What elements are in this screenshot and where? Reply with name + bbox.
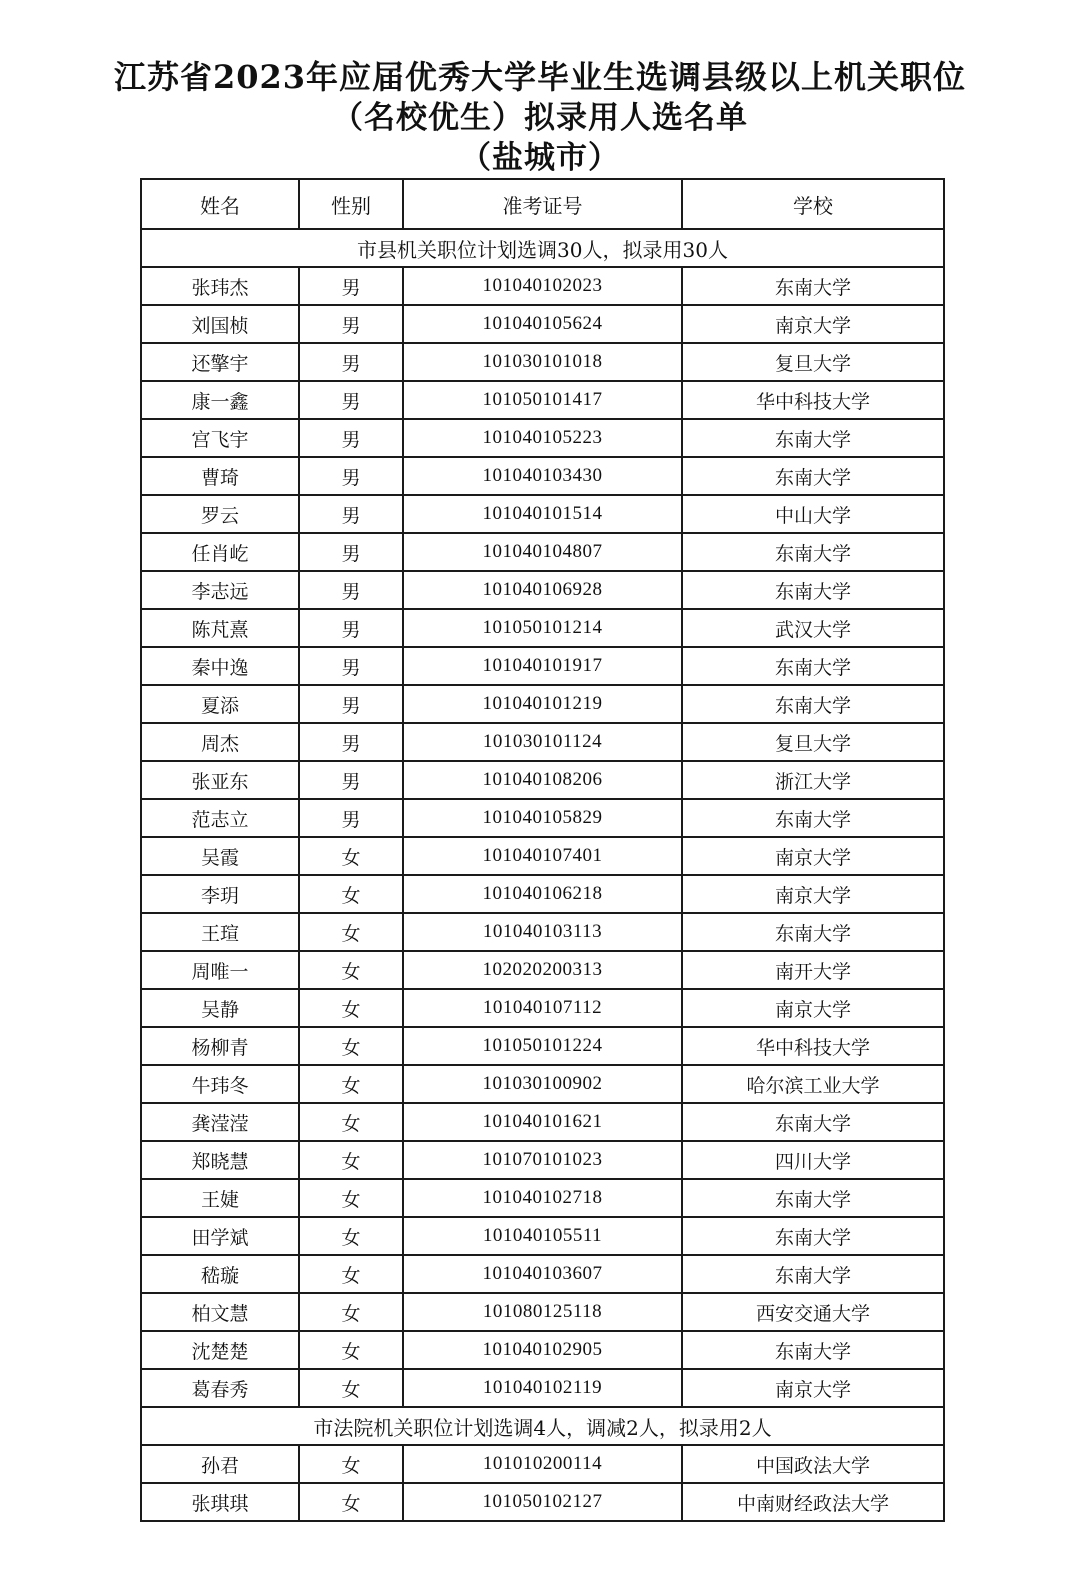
cell-gender: 女 bbox=[299, 1293, 403, 1331]
table-row bbox=[141, 875, 944, 913]
cell-gender: 男 bbox=[299, 305, 403, 343]
cell-name: 牛玮冬 bbox=[141, 1065, 299, 1103]
table-row bbox=[141, 989, 944, 1027]
cell-exam-id: 101030101018 bbox=[403, 343, 682, 381]
header-gender: 性别 bbox=[299, 179, 403, 229]
cell-gender: 女 bbox=[299, 1255, 403, 1293]
cell-gender: 男 bbox=[299, 647, 403, 685]
cell-name: 任肖屹 bbox=[141, 533, 299, 571]
cell-name: 周唯一 bbox=[141, 951, 299, 989]
cell-name: 罗云 bbox=[141, 495, 299, 533]
cell-name: 葛春秀 bbox=[141, 1369, 299, 1407]
cell-gender: 男 bbox=[299, 533, 403, 571]
cell-exam-id: 101030101124 bbox=[403, 723, 682, 761]
cell-name: 范志立 bbox=[141, 799, 299, 837]
cell-name: 还擎宇 bbox=[141, 343, 299, 381]
table-row bbox=[141, 1445, 944, 1483]
cell-name: 张琪琪 bbox=[141, 1483, 299, 1521]
cell-gender: 女 bbox=[299, 1369, 403, 1407]
cell-school: 中山大学 bbox=[682, 495, 944, 533]
table-row bbox=[141, 1255, 944, 1293]
table-row bbox=[141, 1331, 944, 1369]
cell-name: 曹琦 bbox=[141, 457, 299, 495]
cell-school: 东南大学 bbox=[682, 1217, 944, 1255]
cell-gender: 男 bbox=[299, 799, 403, 837]
table-row bbox=[141, 1293, 944, 1331]
cell-school: 东南大学 bbox=[682, 685, 944, 723]
table-row bbox=[141, 647, 944, 685]
table-row bbox=[141, 495, 944, 533]
document-title bbox=[0, 56, 1080, 178]
cell-gender: 男 bbox=[299, 571, 403, 609]
cell-exam-id: 101040102718 bbox=[403, 1179, 682, 1217]
cell-exam-id: 101050101224 bbox=[403, 1027, 682, 1065]
table-row bbox=[141, 799, 944, 837]
cell-school: 东南大学 bbox=[682, 457, 944, 495]
cell-gender: 男 bbox=[299, 343, 403, 381]
cell-school: 华中科技大学 bbox=[682, 1027, 944, 1065]
cell-exam-id: 101040106218 bbox=[403, 875, 682, 913]
table-row bbox=[141, 685, 944, 723]
cell-name: 夏添 bbox=[141, 685, 299, 723]
table-row bbox=[141, 1217, 944, 1255]
cell-school: 南京大学 bbox=[682, 989, 944, 1027]
cell-school: 浙江大学 bbox=[682, 761, 944, 799]
cell-exam-id: 101040101514 bbox=[403, 495, 682, 533]
cell-name: 周杰 bbox=[141, 723, 299, 761]
cell-name: 李玥 bbox=[141, 875, 299, 913]
cell-exam-id: 101050101214 bbox=[403, 609, 682, 647]
cell-gender: 女 bbox=[299, 1065, 403, 1103]
cell-school: 东南大学 bbox=[682, 1179, 944, 1217]
cell-gender: 女 bbox=[299, 1141, 403, 1179]
table-row bbox=[141, 419, 944, 457]
cell-name: 王瑄 bbox=[141, 913, 299, 951]
cell-exam-id: 101040102119 bbox=[403, 1369, 682, 1407]
table-row bbox=[141, 609, 944, 647]
cell-gender: 女 bbox=[299, 1027, 403, 1065]
table-row bbox=[141, 1027, 944, 1065]
cell-gender: 女 bbox=[299, 989, 403, 1027]
cell-school: 东南大学 bbox=[682, 799, 944, 837]
cell-name: 龚滢滢 bbox=[141, 1103, 299, 1141]
cell-gender: 女 bbox=[299, 951, 403, 989]
cell-school: 复旦大学 bbox=[682, 343, 944, 381]
cell-school: 东南大学 bbox=[682, 647, 944, 685]
cell-exam-id: 101040102023 bbox=[403, 267, 682, 305]
cell-gender: 男 bbox=[299, 495, 403, 533]
cell-exam-id: 101070101023 bbox=[403, 1141, 682, 1179]
cell-exam-id: 101040107401 bbox=[403, 837, 682, 875]
cell-gender: 男 bbox=[299, 457, 403, 495]
table-row bbox=[141, 1369, 944, 1407]
cell-exam-id: 101040107112 bbox=[403, 989, 682, 1027]
table-row bbox=[141, 267, 944, 305]
cell-school: 复旦大学 bbox=[682, 723, 944, 761]
cell-gender: 女 bbox=[299, 1179, 403, 1217]
table-row bbox=[141, 343, 944, 381]
header-name: 姓名 bbox=[141, 179, 299, 229]
cell-exam-id: 101040103607 bbox=[403, 1255, 682, 1293]
table-row bbox=[141, 457, 944, 495]
table-row bbox=[141, 533, 944, 571]
cell-exam-id: 101040105511 bbox=[403, 1217, 682, 1255]
table-row bbox=[141, 1103, 944, 1141]
cell-exam-id: 101010200114 bbox=[403, 1445, 682, 1483]
section-label: 市县机关职位计划选调30人，拟录用30人 bbox=[141, 229, 944, 267]
cell-exam-id: 101040105829 bbox=[403, 799, 682, 837]
cell-gender: 女 bbox=[299, 1103, 403, 1141]
cell-name: 嵇璇 bbox=[141, 1255, 299, 1293]
cell-gender: 女 bbox=[299, 837, 403, 875]
cell-gender: 女 bbox=[299, 1217, 403, 1255]
table-row bbox=[141, 1179, 944, 1217]
cell-name: 郑晓慧 bbox=[141, 1141, 299, 1179]
cell-gender: 女 bbox=[299, 913, 403, 951]
candidate-table bbox=[140, 178, 945, 1522]
cell-school: 哈尔滨工业大学 bbox=[682, 1065, 944, 1103]
cell-school: 四川大学 bbox=[682, 1141, 944, 1179]
cell-name: 张亚东 bbox=[141, 761, 299, 799]
cell-school: 东南大学 bbox=[682, 1331, 944, 1369]
cell-name: 吴霞 bbox=[141, 837, 299, 875]
header-exam-id: 准考证号 bbox=[403, 179, 682, 229]
table-row bbox=[141, 305, 944, 343]
cell-exam-id: 101040105223 bbox=[403, 419, 682, 457]
table-row bbox=[141, 761, 944, 799]
cell-school: 东南大学 bbox=[682, 419, 944, 457]
cell-exam-id: 101080125118 bbox=[403, 1293, 682, 1331]
cell-exam-id: 101050102127 bbox=[403, 1483, 682, 1521]
title-line-2: （名校优生）拟录用人选名单 bbox=[332, 100, 748, 136]
cell-name: 柏文慧 bbox=[141, 1293, 299, 1331]
cell-school: 东南大学 bbox=[682, 913, 944, 951]
table-row bbox=[141, 1141, 944, 1179]
cell-exam-id: 101030100902 bbox=[403, 1065, 682, 1103]
cell-gender: 男 bbox=[299, 381, 403, 419]
cell-exam-id: 102020200313 bbox=[403, 951, 682, 989]
cell-gender: 男 bbox=[299, 685, 403, 723]
cell-name: 宫飞宇 bbox=[141, 419, 299, 457]
cell-school: 东南大学 bbox=[682, 1255, 944, 1293]
cell-school: 东南大学 bbox=[682, 533, 944, 571]
cell-name: 王婕 bbox=[141, 1179, 299, 1217]
table-row bbox=[141, 723, 944, 761]
cell-exam-id: 101040101621 bbox=[403, 1103, 682, 1141]
section-header-row bbox=[141, 1407, 944, 1445]
table-row bbox=[141, 381, 944, 419]
cell-gender: 女 bbox=[299, 875, 403, 913]
cell-gender: 男 bbox=[299, 419, 403, 457]
cell-name: 吴静 bbox=[141, 989, 299, 1027]
cell-exam-id: 101040106928 bbox=[403, 571, 682, 609]
table-row bbox=[141, 913, 944, 951]
title-line-1: 江苏省2023年应届优秀大学毕业生选调县级以上机关职位 bbox=[113, 58, 967, 96]
cell-gender: 男 bbox=[299, 723, 403, 761]
cell-school: 东南大学 bbox=[682, 1103, 944, 1141]
cell-exam-id: 101040103430 bbox=[403, 457, 682, 495]
cell-exam-id: 101050101417 bbox=[403, 381, 682, 419]
cell-gender: 女 bbox=[299, 1445, 403, 1483]
table-header-row bbox=[141, 179, 944, 229]
table-row bbox=[141, 951, 944, 989]
table-row bbox=[141, 837, 944, 875]
section-header-row bbox=[141, 229, 944, 267]
cell-school: 东南大学 bbox=[682, 267, 944, 305]
cell-school: 南京大学 bbox=[682, 305, 944, 343]
section-label: 市法院机关职位计划选调4人，调减2人，拟录用2人 bbox=[141, 1407, 944, 1445]
cell-school: 中国政法大学 bbox=[682, 1445, 944, 1483]
title-line-3: （盐城市） bbox=[460, 140, 620, 176]
table-row bbox=[141, 1483, 944, 1521]
cell-exam-id: 101040101917 bbox=[403, 647, 682, 685]
cell-school: 华中科技大学 bbox=[682, 381, 944, 419]
cell-school: 东南大学 bbox=[682, 571, 944, 609]
cell-school: 武汉大学 bbox=[682, 609, 944, 647]
cell-name: 张玮杰 bbox=[141, 267, 299, 305]
cell-gender: 女 bbox=[299, 1331, 403, 1369]
cell-gender: 男 bbox=[299, 267, 403, 305]
cell-gender: 女 bbox=[299, 1483, 403, 1521]
cell-gender: 男 bbox=[299, 609, 403, 647]
cell-gender: 男 bbox=[299, 761, 403, 799]
cell-school: 南开大学 bbox=[682, 951, 944, 989]
cell-exam-id: 101040101219 bbox=[403, 685, 682, 723]
cell-name: 田学斌 bbox=[141, 1217, 299, 1255]
table-body bbox=[141, 229, 944, 1521]
cell-name: 刘国桢 bbox=[141, 305, 299, 343]
cell-name: 秦中逸 bbox=[141, 647, 299, 685]
header-school: 学校 bbox=[682, 179, 944, 229]
cell-exam-id: 101040103113 bbox=[403, 913, 682, 951]
cell-school: 南京大学 bbox=[682, 875, 944, 913]
cell-school: 南京大学 bbox=[682, 1369, 944, 1407]
cell-school: 南京大学 bbox=[682, 837, 944, 875]
table-row bbox=[141, 1065, 944, 1103]
table-row bbox=[141, 571, 944, 609]
cell-name: 康一鑫 bbox=[141, 381, 299, 419]
cell-school: 西安交通大学 bbox=[682, 1293, 944, 1331]
cell-name: 陈芃熹 bbox=[141, 609, 299, 647]
cell-exam-id: 101040102905 bbox=[403, 1331, 682, 1369]
cell-name: 孙君 bbox=[141, 1445, 299, 1483]
cell-exam-id: 101040108206 bbox=[403, 761, 682, 799]
cell-exam-id: 101040105624 bbox=[403, 305, 682, 343]
cell-name: 李志远 bbox=[141, 571, 299, 609]
cell-name: 沈楚楚 bbox=[141, 1331, 299, 1369]
cell-school: 中南财经政法大学 bbox=[682, 1483, 944, 1521]
cell-name: 杨柳青 bbox=[141, 1027, 299, 1065]
cell-exam-id: 101040104807 bbox=[403, 533, 682, 571]
